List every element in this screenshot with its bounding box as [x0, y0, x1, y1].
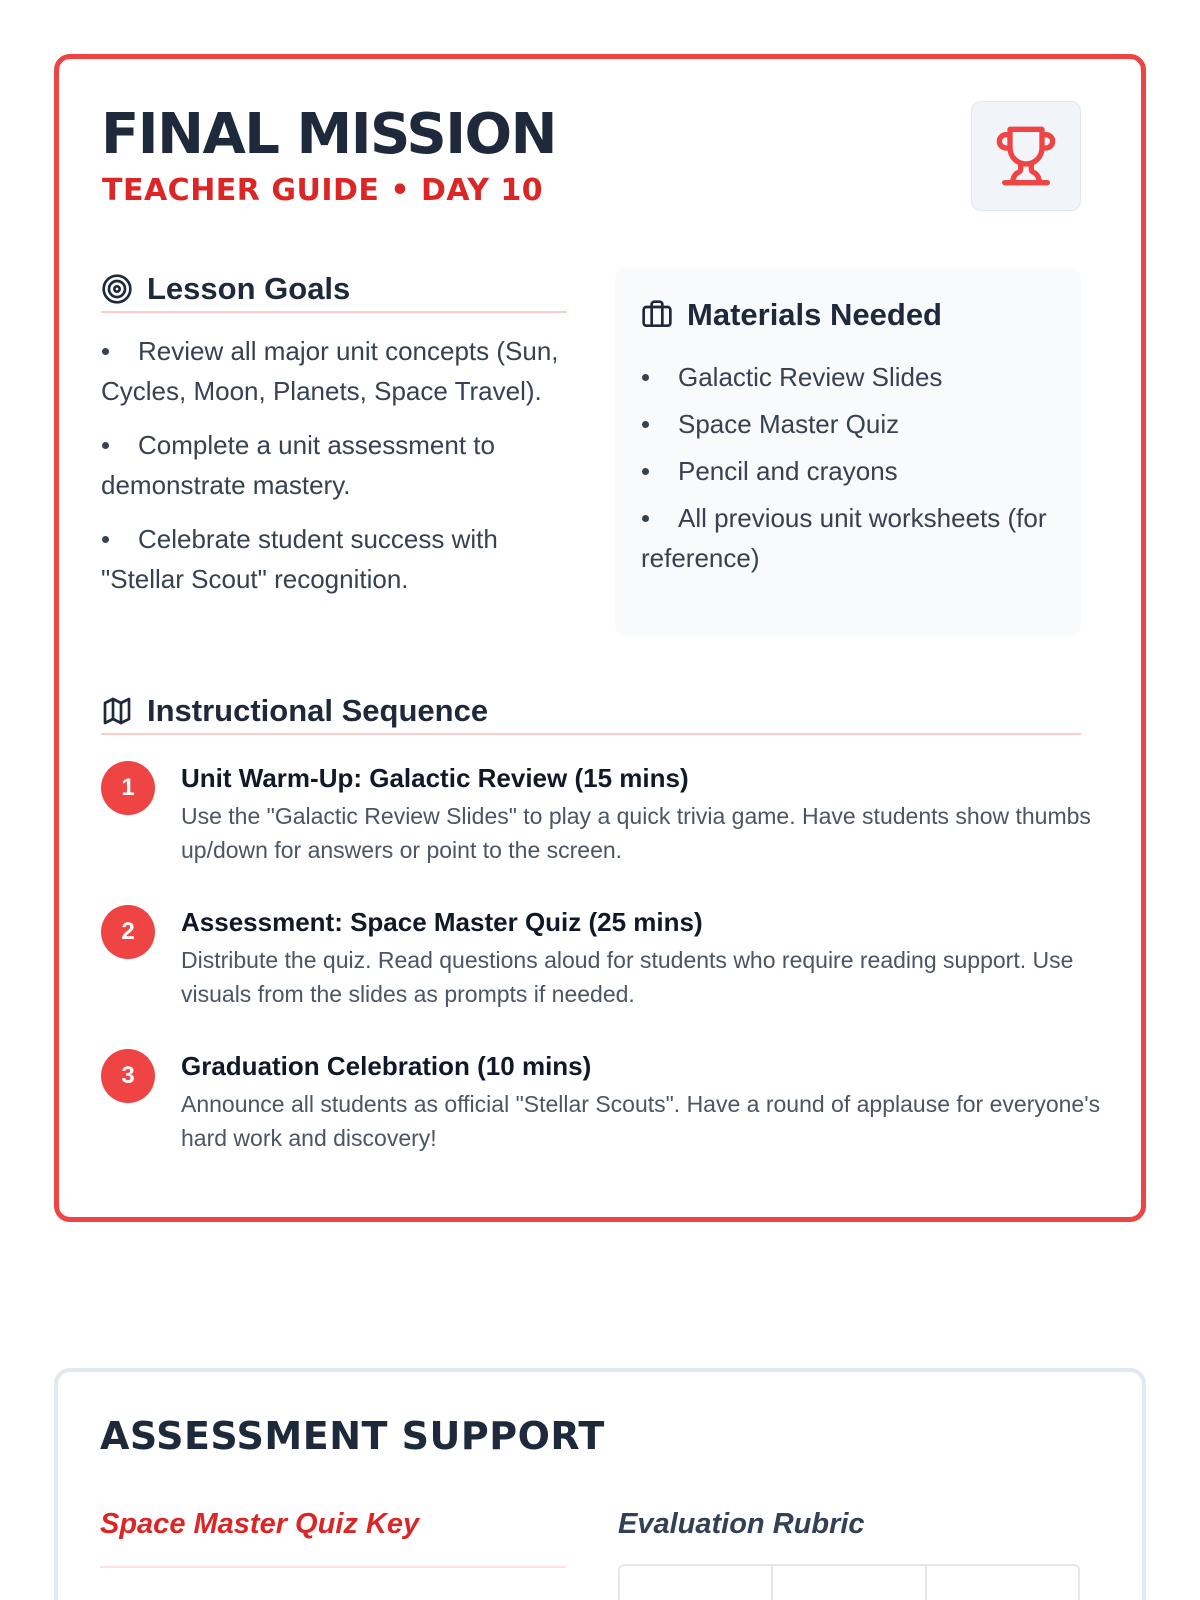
quiz-key-heading: Space Master Quiz Key — [100, 1508, 420, 1540]
rubric-column — [620, 1566, 773, 1600]
goals-list — [101, 331, 567, 613]
rubric-column — [927, 1566, 1078, 1600]
goal-text: Complete a unit assessment to demonstrate mastery. — [101, 430, 495, 500]
briefcase-icon — [641, 299, 673, 331]
target-icon — [101, 273, 133, 305]
lesson-goals-label: Lesson Goals — [147, 271, 351, 306]
step-title: Unit Warm-Up: Galactic Review (15 mins) — [181, 763, 689, 793]
list-item — [641, 404, 1061, 444]
lesson-card — [54, 54, 1146, 1222]
step-number: 1 — [101, 761, 155, 815]
rubric-heading: Evaluation Rubric — [618, 1508, 865, 1540]
list-item — [101, 519, 567, 599]
step-description: Distribute the quiz. Read questions aloud for students who require reading support. Use visuals from the slides as prompts if needed. — [181, 947, 1074, 1007]
material-text: Galactic Review Slides — [678, 362, 943, 392]
map-icon — [101, 695, 133, 727]
step-number: 3 — [101, 1049, 155, 1103]
list-item — [641, 498, 1061, 578]
quiz-key-divider — [100, 1566, 566, 1568]
goals-divider — [101, 311, 567, 313]
material-text: Pencil and crayons — [678, 456, 898, 486]
materials-label: Materials Needed — [687, 297, 942, 332]
materials-panel — [615, 267, 1081, 637]
sequence-step-2 — [101, 905, 1091, 1015]
sequence-heading — [101, 689, 488, 733]
sequence-step-1 — [101, 761, 1091, 871]
list-item — [101, 425, 567, 505]
assessment-card — [54, 1368, 1146, 1600]
page-title: FINAL MISSION — [101, 102, 556, 167]
step-number: 2 — [101, 905, 155, 959]
lesson-goals-heading — [101, 267, 350, 311]
rubric-table — [618, 1564, 1080, 1600]
rubric-column — [773, 1566, 926, 1600]
step-title: Assessment: Space Master Quiz (25 mins) — [181, 907, 703, 937]
sequence-divider — [101, 733, 1081, 735]
list-item — [101, 331, 567, 411]
step-title: Graduation Celebration (10 mins) — [181, 1051, 592, 1081]
materials-list — [641, 357, 1061, 585]
goal-text: Celebrate student success with "Stellar Scout" recognition. — [101, 524, 498, 594]
sequence-label: Instructional Sequence — [147, 693, 489, 728]
material-text: Space Master Quiz — [678, 409, 900, 439]
step-description: Announce all students as official "Stellar Scouts". Have a round of applause for everyone's hard work and discovery! — [181, 1091, 1101, 1151]
list-item — [641, 451, 1061, 491]
assessment-title: ASSESSMENT SUPPORT — [100, 1414, 605, 1458]
page-subtitle: TEACHER GUIDE • DAY 10 — [102, 173, 544, 208]
sequence-step-3 — [101, 1049, 1101, 1159]
trophy-icon — [994, 124, 1058, 188]
list-item — [641, 357, 1061, 397]
material-text: All previous unit worksheets (for reference) — [641, 503, 1047, 573]
goal-text: Review all major unit concepts (Sun, Cycles, Moon, Planets, Space Travel). — [101, 336, 559, 406]
trophy-badge — [971, 101, 1081, 211]
step-description: Use the "Galactic Review Slides" to play a quick trivia game. Have students show thumbs up/down for answers or point to the screen. — [181, 803, 1091, 863]
materials-heading — [641, 293, 942, 337]
